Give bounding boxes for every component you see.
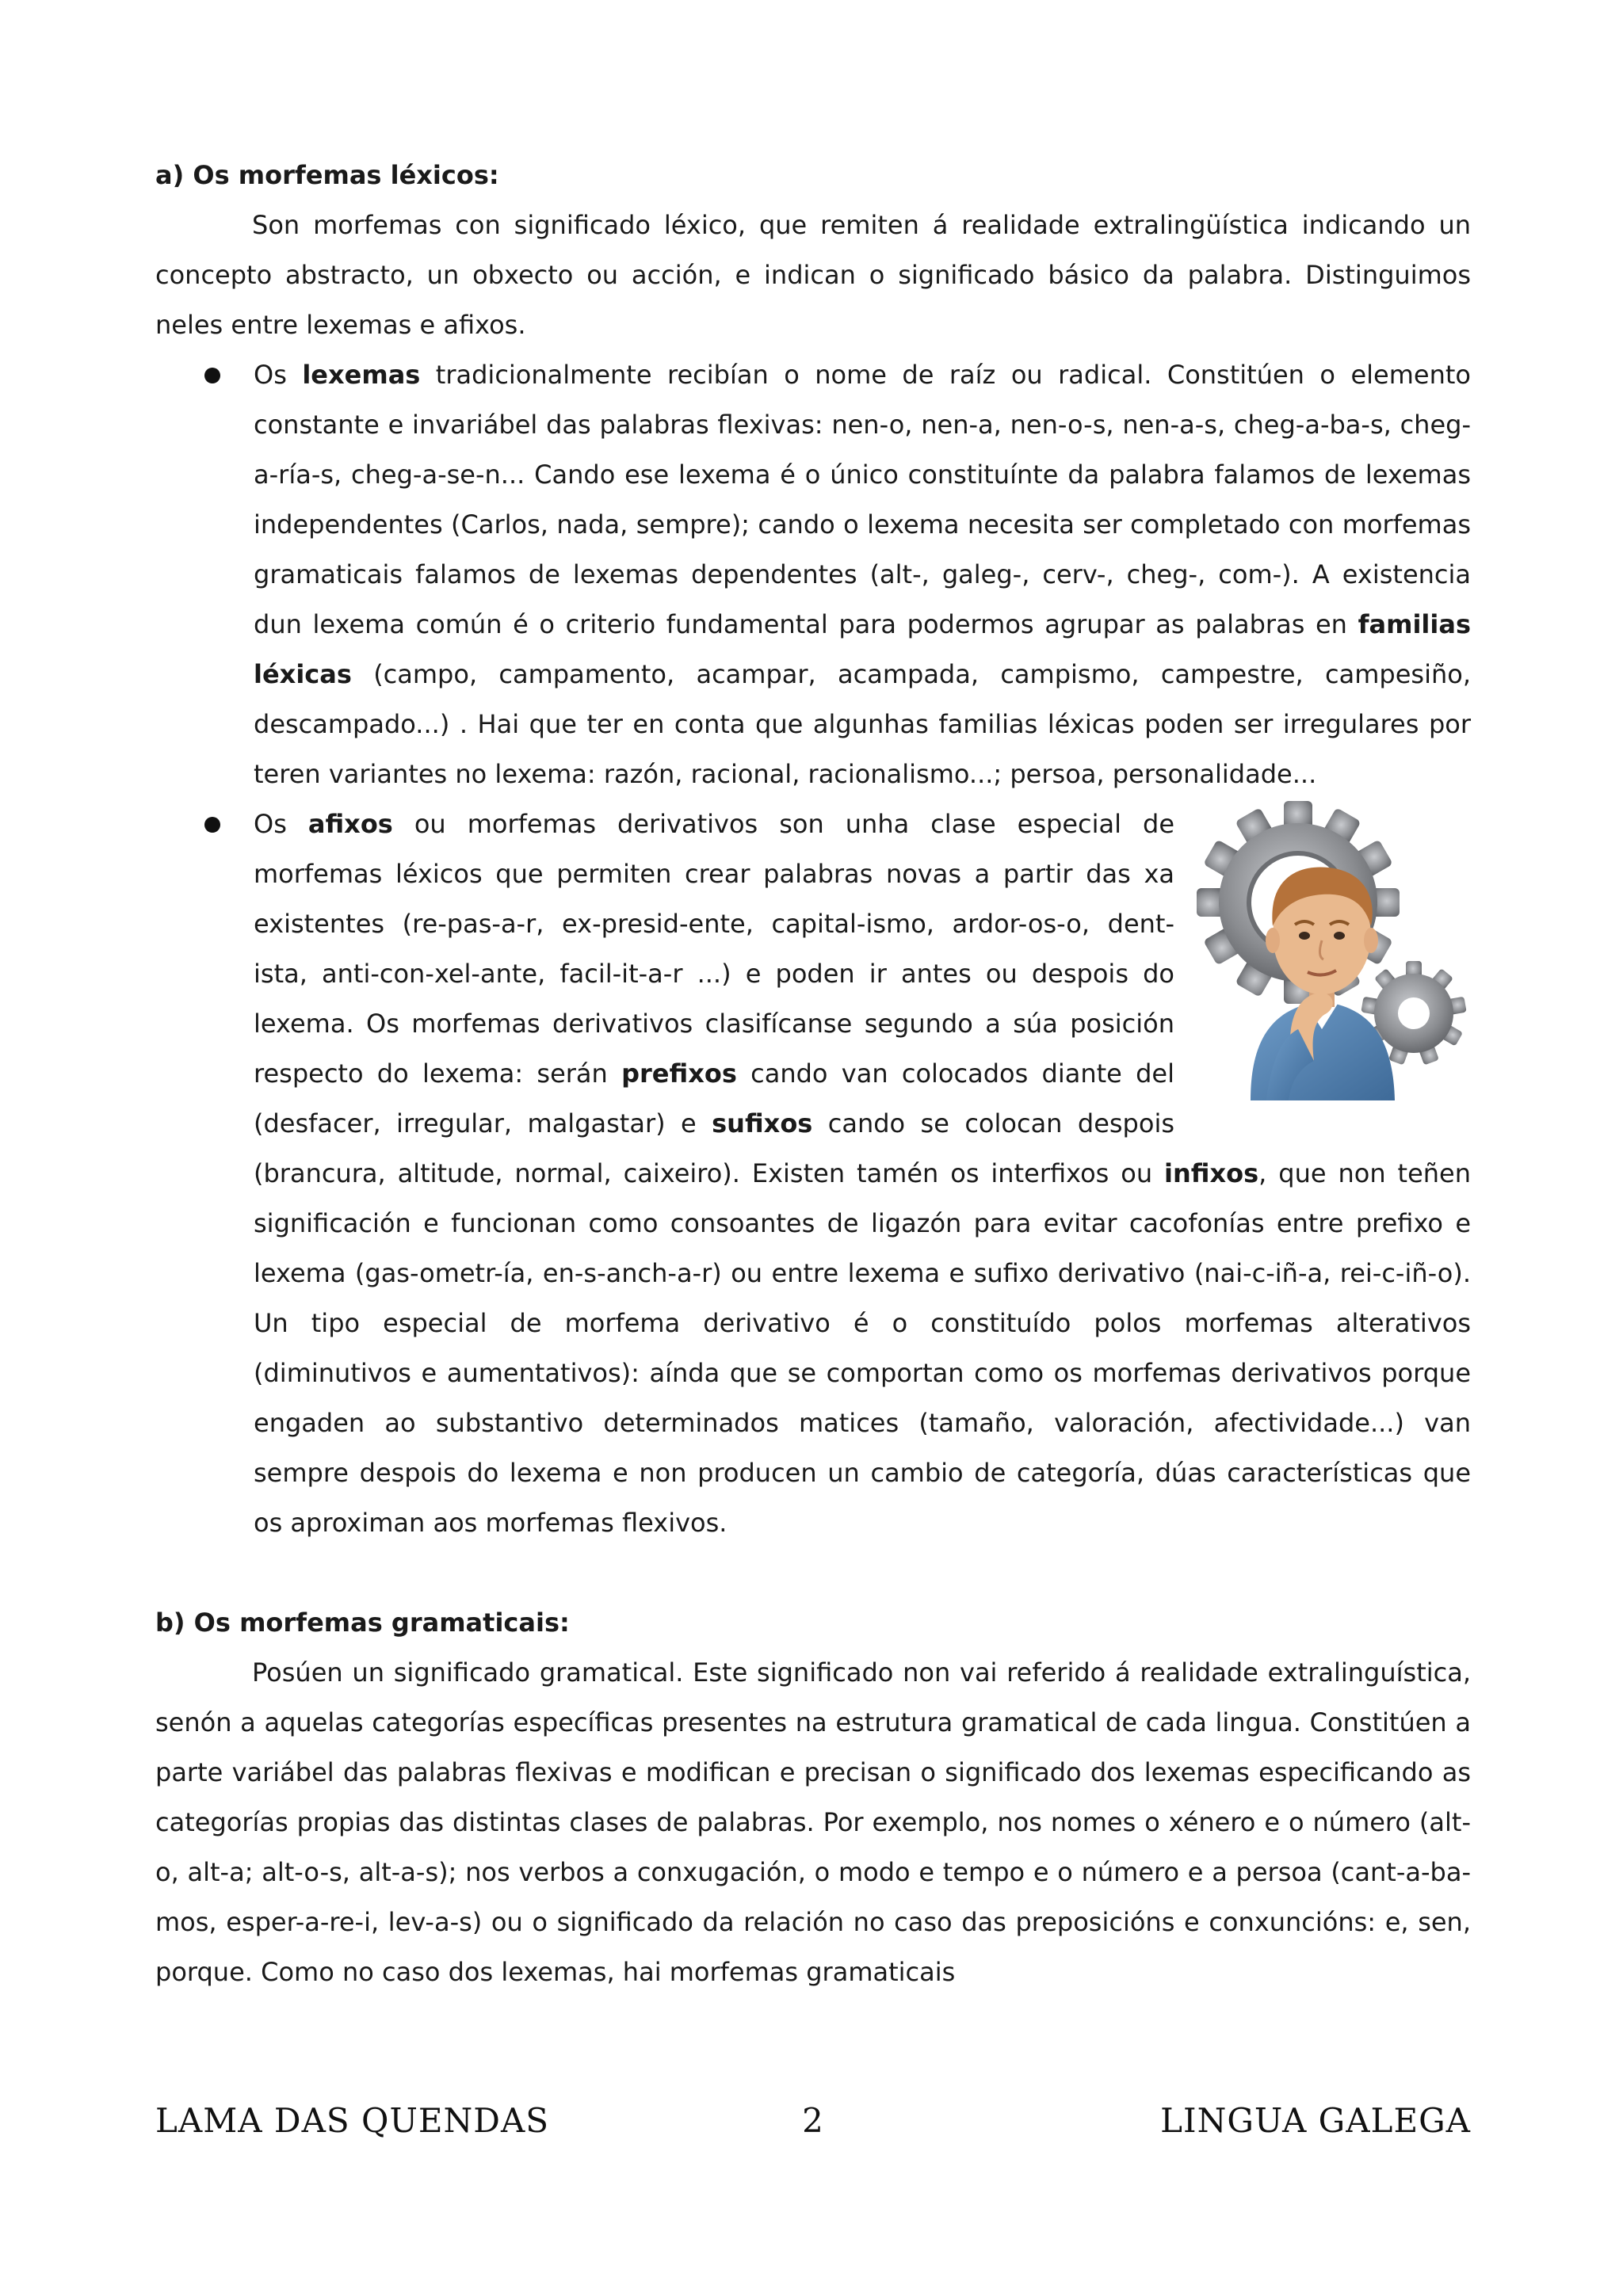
section-a-heading: a) Os morfemas léxicos: [155, 160, 499, 190]
bullet-text: (campo, campamento, acampar, acampada, campismo, campestre, campesiño, descampado...) . Hai que ter en conta que algunhas familias léxicas poden ser irregulares por teren variantes no lexema: razón, racional, racionalismo...; persoa, personalidade... [254, 659, 1471, 789]
page-footer [155, 2101, 1471, 2157]
bullet-text: ou morfemas derivativos son unha clase especial de morfemas léxicos que permiten crear palabras novas a partir das xa existentes (re-pas-a-r, ex-presid-ente, capital-ismo, ardor-os-o, dent-ista, anti-con-xel-ante, facil-it-a-r ...) e poden ir antes ou despois do lexema. Os morfemas derivativos clasifícanse segundo a súa posición respecto do lexema: serán [254, 809, 1175, 1089]
section-a-intro: Son morfemas con significado léxico, que remiten á realidade extralingüística indicando un concepto abstracto, un obxecto ou acción, e indican o significado básico da palabra. Distinguimos neles entre lexemas e afixos. [155, 210, 1471, 340]
footer-school-name: LAMA DAS QUENDAS [155, 2101, 550, 2140]
footer-page-number: 2 [802, 2101, 824, 2140]
term-afixos: afixos [307, 809, 393, 839]
term-sufixos: sufixos [712, 1108, 813, 1138]
section-b-heading: b) Os morfemas gramaticais: [155, 1608, 570, 1638]
bullet-text: cando se colocan despois (brancura, altitude, normal, caixeiro). Existen tamén os interfixos ou [254, 1108, 1175, 1188]
section-b-intro: Posúen un significado gramatical. Este significado non vai referido á realidade extralinguística, senón a aquelas categorías específicas presentes na estrutura gramatical de cada lingua. Constitúen a parte variábel das palabras flexivas e modifican e precisan o significado dos lexemas especificando as categorías propias das distintas clases de palabras. Por exemplo, nos nomes o xénero e o número (alt-o, alt-a; alt-o-s, alt-a-s); nos verbos a conxugación, o modo e tempo e o número e a persoa (cant-a-ba-mos, esper-a-re-i, lev-a-s) ou o significado da relación no caso das preposicións e conxuncións: e, sen, porque. Como no caso dos lexemas, hai morfemas gramaticais [155, 1657, 1471, 1987]
bullet-afixos [155, 799, 1471, 1548]
bullet-dot-icon [204, 368, 220, 383]
bullet-text: cando van colocados diante del (desfacer, irregular, malgastar) e [254, 1058, 1175, 1138]
bullet-dot-icon [204, 817, 220, 833]
term-infixos: infixos [1164, 1158, 1259, 1188]
section-spacer [155, 1548, 1471, 1598]
bullet-text: Os [254, 360, 303, 390]
document-page [155, 151, 1471, 1997]
footer-subject: LINGUA GALEGA [1160, 2101, 1471, 2140]
bullet-lexemas [155, 350, 1471, 799]
thinking-man-with-gears-icon [1195, 799, 1471, 1100]
bullet-text: , que non teñen significación e funcionan como consoantes de ligazón para evitar cacofonías entre prefixo e lexema (gas-ometr-ía, en-s-anch-a-r) ou entre lexema e sufixo derivativo (nai-c-iñ-a, rei-c-iñ-o). Un tipo especial de morfema derivativo é o constituído polos morfemas alterativos (diminutivos e aumentativos): aínda que se comportan como os morfemas derivativos porque engaden ao substantivo determinados matices (tamaño, valoración, afectividade...) van sempre despois do lexema e non producen un cambio de categoría, dúas características que os aproximan aos morfemas flexivos. [254, 1158, 1472, 1538]
section-a-bullet-list [155, 350, 1471, 1548]
term-lexemas: lexemas [302, 360, 421, 390]
bullet-text: Os [254, 809, 308, 839]
term-familias-lexicas: familias léxicas [254, 609, 1471, 689]
bullet-text: tradicionalmente recibían o nome de raíz ou radical. Constitúen o elemento constante e invariábel das palabras flexivas: nen-o, nen-a, nen-o-s, nen-a-s, cheg-a-ba-s, cheg-a-ría-s, cheg-a-se-n... Cando ese lexema é o único constituínte da palabra falamos de lexemas independentes (Carlos, nada, sempre); cando o lexema necesita ser completado con morfemas gramaticais falamos de lexemas dependentes (alt-, galeg-, cerv-, cheg-, com-). A existencia dun lexema común é o criterio fundamental para podermos agrupar as palabras en [254, 360, 1471, 639]
term-prefixos: prefixos [621, 1058, 737, 1089]
